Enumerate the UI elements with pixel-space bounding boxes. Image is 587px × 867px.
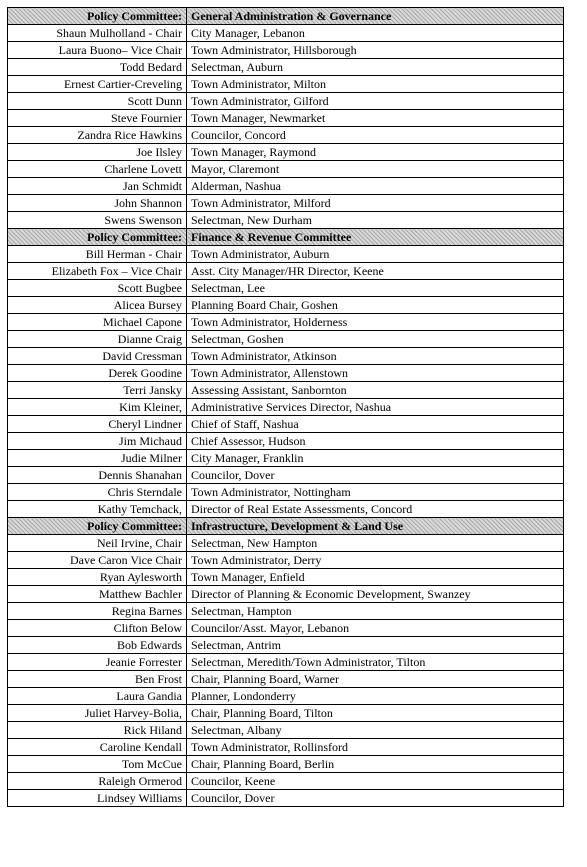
section-header-label: Policy Committee: [8,8,187,25]
section-header-row [8,229,564,246]
member-row [8,467,564,484]
member-name: Terri Jansky [8,382,187,399]
member-name: Shaun Mulholland - Chair [8,25,187,42]
member-row [8,331,564,348]
member-name: Jan Schmidt [8,178,187,195]
member-row [8,212,564,229]
member-role: Chair, Planning Board, Berlin [187,756,564,773]
member-role: Chair, Planning Board, Warner [187,671,564,688]
member-row [8,93,564,110]
member-row [8,263,564,280]
member-name: Clifton Below [8,620,187,637]
member-role: Town Administrator, Milton [187,76,564,93]
member-role: Chief of Staff, Nashua [187,416,564,433]
member-name: Derek Goodine [8,365,187,382]
member-row [8,722,564,739]
member-role: Selectman, Albany [187,722,564,739]
member-role: City Manager, Franklin [187,450,564,467]
member-row [8,620,564,637]
member-name: John Shannon [8,195,187,212]
member-row [8,382,564,399]
member-name: Bill Herman - Chair [8,246,187,263]
member-role: Councilor, Dover [187,467,564,484]
member-row [8,25,564,42]
member-role: Asst. City Manager/HR Director, Keene [187,263,564,280]
member-row [8,433,564,450]
member-role: Town Administrator, Rollinsford [187,739,564,756]
member-row [8,501,564,518]
member-row [8,246,564,263]
member-name: Laura Gandia [8,688,187,705]
member-name: Neil Irvine, Chair [8,535,187,552]
member-name: Swens Swenson [8,212,187,229]
member-role: Administrative Services Director, Nashua [187,399,564,416]
member-name: Bob Edwards [8,637,187,654]
member-role: Director of Planning & Economic Development, Swanzey [187,586,564,603]
member-row [8,450,564,467]
committee-roster-table [7,7,564,807]
member-role: Chief Assessor, Hudson [187,433,564,450]
member-row [8,552,564,569]
member-name: Joe Ilsley [8,144,187,161]
member-name: Tom McCue [8,756,187,773]
member-name: Jim Michaud [8,433,187,450]
member-name: Juliet Harvey-Bolia, [8,705,187,722]
member-name: Steve Fournier [8,110,187,127]
member-role: Town Administrator, Allenstown [187,365,564,382]
member-name: Rick Hiland [8,722,187,739]
member-role: Town Administrator, Derry [187,552,564,569]
member-name: Todd Bedard [8,59,187,76]
member-role: Town Administrator, Gilford [187,93,564,110]
member-role: Selectman, New Hampton [187,535,564,552]
member-role: Planning Board Chair, Goshen [187,297,564,314]
member-row [8,671,564,688]
member-name: Kathy Temchack, [8,501,187,518]
member-row [8,705,564,722]
member-role: Town Administrator, Auburn [187,246,564,263]
member-row [8,348,564,365]
member-row [8,178,564,195]
member-name: Ben Frost [8,671,187,688]
member-role: Assessing Assistant, Sanbornton [187,382,564,399]
member-name: Charlene Lovett [8,161,187,178]
member-name: David Cressman [8,348,187,365]
member-row [8,586,564,603]
section-header-row [8,8,564,25]
member-row [8,416,564,433]
member-name: Zandra Rice Hawkins [8,127,187,144]
member-role: Mayor, Claremont [187,161,564,178]
member-name: Kim Kleiner, [8,399,187,416]
section-header-title: Infrastructure, Development & Land Use [187,518,564,535]
member-row [8,365,564,382]
member-role: Town Administrator, Milford [187,195,564,212]
member-role: Alderman, Nashua [187,178,564,195]
member-role: Director of Real Estate Assessments, Concord [187,501,564,518]
member-role: Councilor, Dover [187,790,564,807]
member-row [8,535,564,552]
member-name: Matthew Bachler [8,586,187,603]
member-name: Dianne Craig [8,331,187,348]
member-name: Elizabeth Fox – Vice Chair [8,263,187,280]
member-role: Town Manager, Newmarket [187,110,564,127]
member-role: Chair, Planning Board, Tilton [187,705,564,722]
member-role: Town Administrator, Holderness [187,314,564,331]
member-name: Ryan Aylesworth [8,569,187,586]
member-row [8,297,564,314]
member-name: Judie Milner [8,450,187,467]
member-role: Town Administrator, Hillsborough [187,42,564,59]
member-row [8,161,564,178]
member-role: Selectman, Goshen [187,331,564,348]
member-row [8,603,564,620]
section-header-title: General Administration & Governance [187,8,564,25]
member-row [8,127,564,144]
member-row [8,688,564,705]
member-row [8,59,564,76]
member-role: Councilor, Keene [187,773,564,790]
member-row [8,790,564,807]
member-name: Cheryl Lindner [8,416,187,433]
section-header-label: Policy Committee: [8,229,187,246]
member-row [8,773,564,790]
member-row [8,637,564,654]
member-row [8,195,564,212]
member-name: Raleigh Ormerod [8,773,187,790]
member-name: Chris Sterndale [8,484,187,501]
member-row [8,484,564,501]
member-name: Lindsey Williams [8,790,187,807]
member-role: Town Manager, Enfield [187,569,564,586]
section-header-title: Finance & Revenue Committee [187,229,564,246]
member-role: Selectman, Antrim [187,637,564,654]
member-role: Selectman, Lee [187,280,564,297]
section-header-label: Policy Committee: [8,518,187,535]
member-role: Town Administrator, Nottingham [187,484,564,501]
member-row [8,569,564,586]
member-row [8,399,564,416]
section-header-row [8,518,564,535]
member-role: Planner, Londonderry [187,688,564,705]
member-name: Jeanie Forrester [8,654,187,671]
member-role: City Manager, Lebanon [187,25,564,42]
member-role: Town Manager, Raymond [187,144,564,161]
member-name: Laura Buono– Vice Chair [8,42,187,59]
member-name: Alicea Bursey [8,297,187,314]
member-name: Dave Caron Vice Chair [8,552,187,569]
member-role: Selectman, Auburn [187,59,564,76]
member-name: Michael Capone [8,314,187,331]
member-row [8,110,564,127]
member-row [8,76,564,93]
member-row [8,654,564,671]
member-name: Scott Bugbee [8,280,187,297]
member-row [8,756,564,773]
member-name: Regina Barnes [8,603,187,620]
member-role: Selectman, Meredith/Town Administrator, Tilton [187,654,564,671]
member-role: Town Administrator, Atkinson [187,348,564,365]
member-name: Ernest Cartier-Creveling [8,76,187,93]
member-role: Selectman, Hampton [187,603,564,620]
member-role: Councilor/Asst. Mayor, Lebanon [187,620,564,637]
member-role: Councilor, Concord [187,127,564,144]
member-row [8,280,564,297]
member-row [8,42,564,59]
member-role: Selectman, New Durham [187,212,564,229]
member-name: Scott Dunn [8,93,187,110]
member-name: Caroline Kendall [8,739,187,756]
roster-body [8,8,564,807]
member-name: Dennis Shanahan [8,467,187,484]
member-row [8,314,564,331]
member-row [8,144,564,161]
member-row [8,739,564,756]
